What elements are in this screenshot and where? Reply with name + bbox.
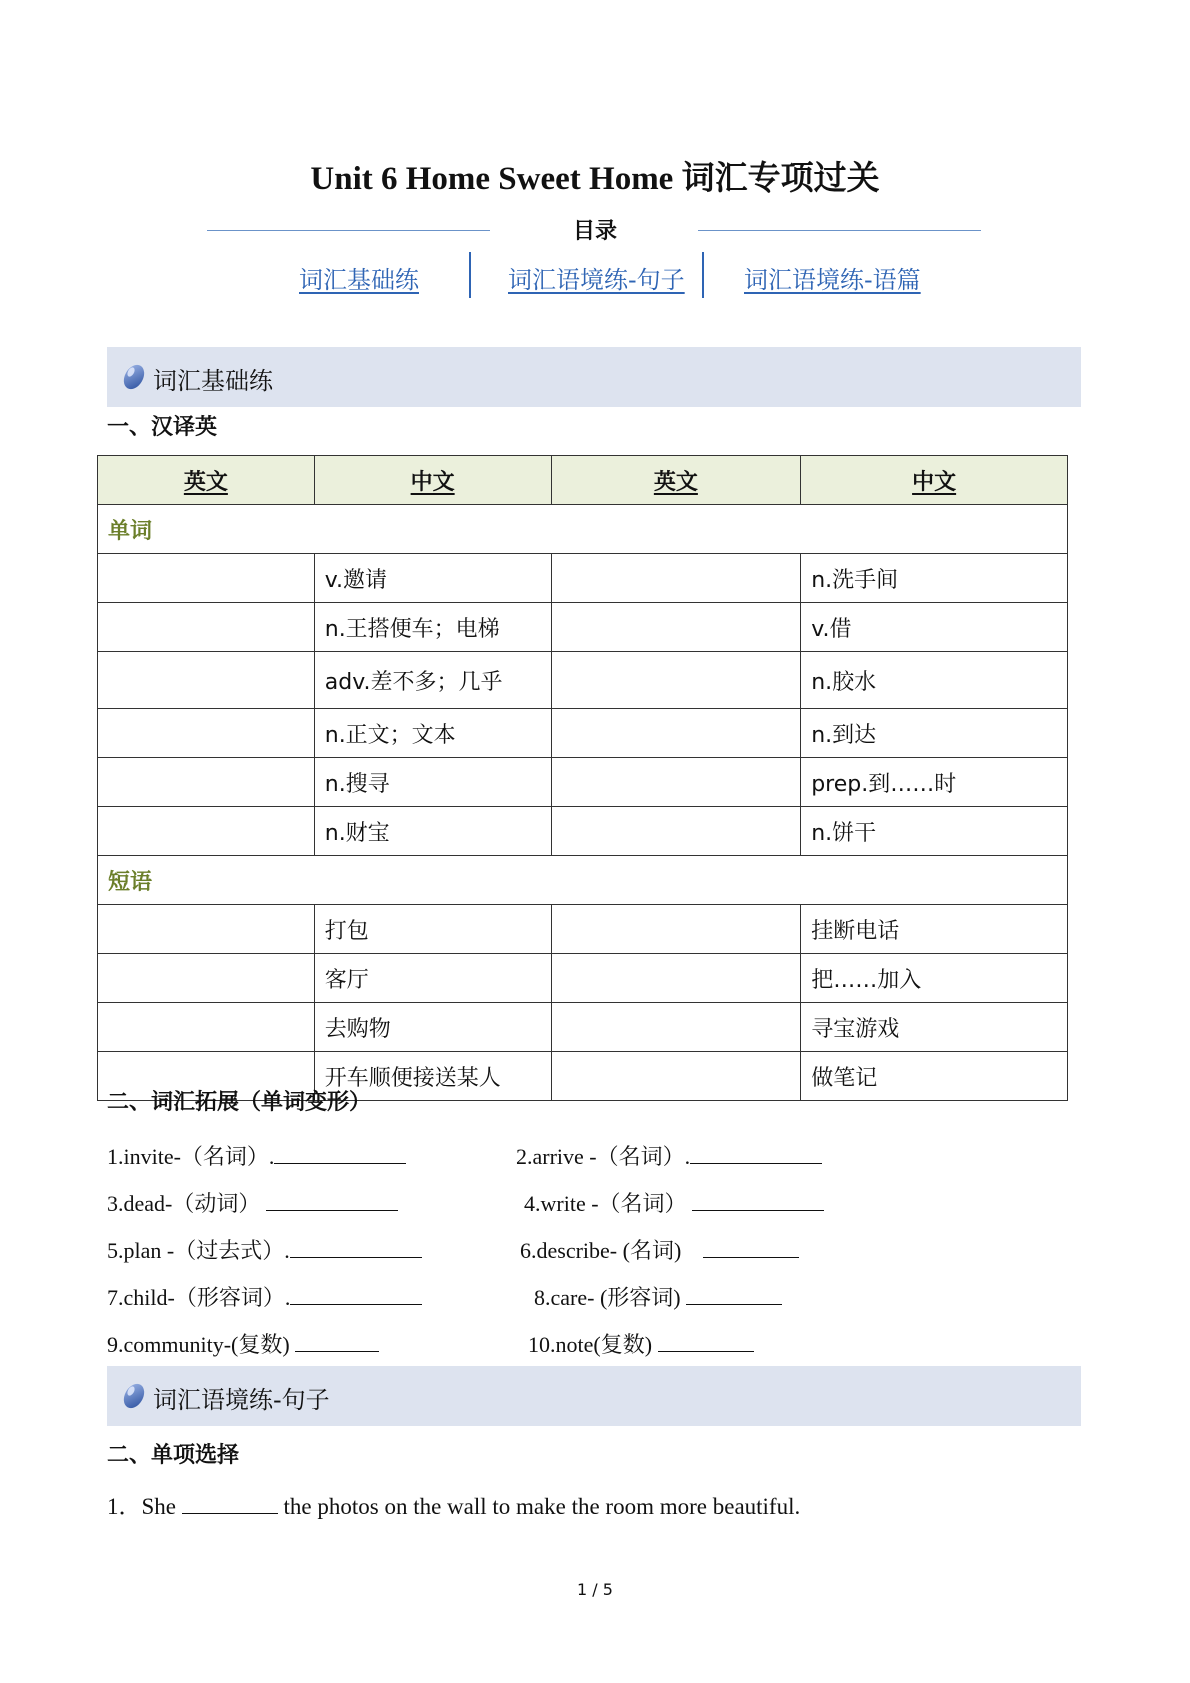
answer-blank[interactable] — [290, 1282, 422, 1305]
category-phrases-label: 短语 — [98, 856, 1068, 905]
answer-cell[interactable] — [98, 709, 315, 758]
answer-blank[interactable] — [295, 1329, 379, 1352]
chinese-cell: v.邀请 — [314, 554, 551, 603]
answer-blank[interactable] — [182, 1491, 278, 1514]
exercise-text: 10.note(复数) — [528, 1332, 653, 1357]
header-chinese: 中文 — [801, 456, 1068, 505]
exercise-item — [107, 1328, 379, 1359]
toc-link-sentences[interactable]: 词汇语境练-句子 — [508, 266, 685, 294]
chinese-cell: 客厅 — [314, 954, 551, 1003]
question-prefix: 1．She — [107, 1494, 176, 1519]
section-label: 词汇基础练 — [153, 367, 273, 395]
answer-blank[interactable] — [658, 1329, 754, 1352]
document-title: Unit 6 Home Sweet Home 词汇专项过关 — [310, 161, 880, 197]
exercise-item — [534, 1281, 782, 1312]
exercise-text: 9.community-(复数) — [107, 1332, 290, 1357]
exercise-item — [516, 1140, 822, 1171]
chinese-cell: 挂断电话 — [801, 905, 1068, 954]
header-english: 英文 — [98, 456, 315, 505]
header-english: 英文 — [551, 456, 801, 505]
toc-title: 目录 — [572, 219, 617, 244]
table-row — [98, 758, 1068, 807]
heading-single-choice: 二、单项选择 — [107, 1443, 240, 1468]
answer-cell[interactable] — [551, 554, 801, 603]
exercise-text: 3.dead-（动词） — [107, 1191, 261, 1216]
exercise-item — [520, 1234, 799, 1265]
exercise-item — [107, 1281, 422, 1312]
category-words-label: 单词 — [98, 505, 1068, 554]
page-number: 1 / 5 — [577, 1580, 613, 1599]
answer-cell[interactable] — [98, 652, 315, 709]
table-row — [98, 554, 1068, 603]
exercise-text: 2.arrive -（名词）. — [516, 1144, 691, 1169]
chinese-cell: 开车顺便接送某人 — [314, 1052, 551, 1101]
heading-translate: 一、汉译英 — [107, 415, 218, 440]
exercise-item — [107, 1140, 406, 1171]
chinese-cell: 去购物 — [314, 1003, 551, 1052]
toc-separator — [469, 252, 471, 298]
answer-cell[interactable] — [98, 1003, 315, 1052]
chinese-cell: n.正文；文本 — [314, 709, 551, 758]
section-label: 词汇语境练-句子 — [153, 1386, 330, 1414]
table-row — [98, 807, 1068, 856]
chinese-cell: prep.到……时 — [801, 758, 1068, 807]
table-header-row — [98, 456, 1068, 505]
category-row — [98, 505, 1068, 554]
answer-cell[interactable] — [98, 807, 315, 856]
answer-blank[interactable] — [274, 1141, 406, 1164]
chinese-cell: n.搜寻 — [314, 758, 551, 807]
header-chinese: 中文 — [314, 456, 551, 505]
answer-cell[interactable] — [98, 905, 315, 954]
category-row — [98, 856, 1068, 905]
question-text: the photos on the wall to make the room more beautiful. — [283, 1494, 801, 1519]
chinese-cell: 打包 — [314, 905, 551, 954]
table-row — [98, 954, 1068, 1003]
chinese-cell: n.财宝 — [314, 807, 551, 856]
exercise-item — [524, 1187, 824, 1218]
exercise-item — [107, 1187, 398, 1218]
answer-blank[interactable] — [290, 1235, 422, 1258]
answer-cell[interactable] — [98, 758, 315, 807]
answer-blank[interactable] — [703, 1235, 799, 1258]
answer-cell[interactable] — [98, 554, 315, 603]
chinese-cell: 做笔记 — [801, 1052, 1068, 1101]
chinese-cell: 寻宝游戏 — [801, 1003, 1068, 1052]
section-bar-sentences — [107, 1366, 1081, 1426]
chinese-cell: n.饼干 — [801, 807, 1068, 856]
answer-cell[interactable] — [551, 905, 801, 954]
chinese-cell: 把……加入 — [801, 954, 1068, 1003]
heading-word-forms: 二、词汇拓展（单词变形） — [107, 1090, 372, 1115]
exercise-item — [107, 1234, 422, 1265]
exercise-text: 5.plan -（过去式）. — [107, 1238, 290, 1263]
answer-blank[interactable] — [692, 1188, 824, 1211]
answer-cell[interactable] — [551, 603, 801, 652]
question-1 — [107, 1488, 800, 1521]
toc-link-passages[interactable]: 词汇语境练-语篇 — [744, 266, 921, 294]
toc-separator — [702, 252, 704, 298]
toc-link-basics[interactable]: 词汇基础练 — [299, 266, 419, 294]
vocab-table — [97, 455, 1068, 1101]
exercise-text: 6.describe- (名词) — [520, 1238, 682, 1263]
exercise-text: 4.write -（名词） — [524, 1191, 687, 1216]
answer-blank[interactable] — [690, 1141, 822, 1164]
chinese-cell: adv.差不多；几乎 — [314, 652, 551, 709]
chinese-cell: n.洗手间 — [801, 554, 1068, 603]
answer-cell[interactable] — [551, 954, 801, 1003]
chinese-cell: n.王搭便车；电梯 — [314, 603, 551, 652]
pen-icon — [121, 1381, 147, 1411]
chinese-cell: v.借 — [801, 603, 1068, 652]
answer-cell[interactable] — [551, 1052, 801, 1101]
chinese-cell: n.胶水 — [801, 652, 1068, 709]
answer-cell[interactable] — [98, 954, 315, 1003]
answer-cell[interactable] — [551, 1003, 801, 1052]
table-row — [98, 1003, 1068, 1052]
exercise-text: 8.care- (形容词) — [534, 1285, 681, 1310]
table-row — [98, 603, 1068, 652]
answer-cell[interactable] — [551, 758, 801, 807]
answer-cell[interactable] — [551, 652, 801, 709]
table-row — [98, 905, 1068, 954]
chinese-cell: n.到达 — [801, 709, 1068, 758]
exercise-text: 1.invite-（名词）. — [107, 1144, 275, 1169]
section-bar-basics — [107, 347, 1081, 407]
answer-cell[interactable] — [551, 709, 801, 758]
answer-cell[interactable] — [551, 807, 801, 856]
table-row — [98, 652, 1068, 709]
pen-icon — [121, 362, 147, 392]
answer-blank[interactable] — [686, 1282, 782, 1305]
exercise-text: 7.child-（形容词）. — [107, 1285, 291, 1310]
exercise-item — [528, 1328, 754, 1359]
answer-blank[interactable] — [266, 1188, 398, 1211]
table-row — [98, 709, 1068, 758]
answer-cell[interactable] — [98, 603, 315, 652]
